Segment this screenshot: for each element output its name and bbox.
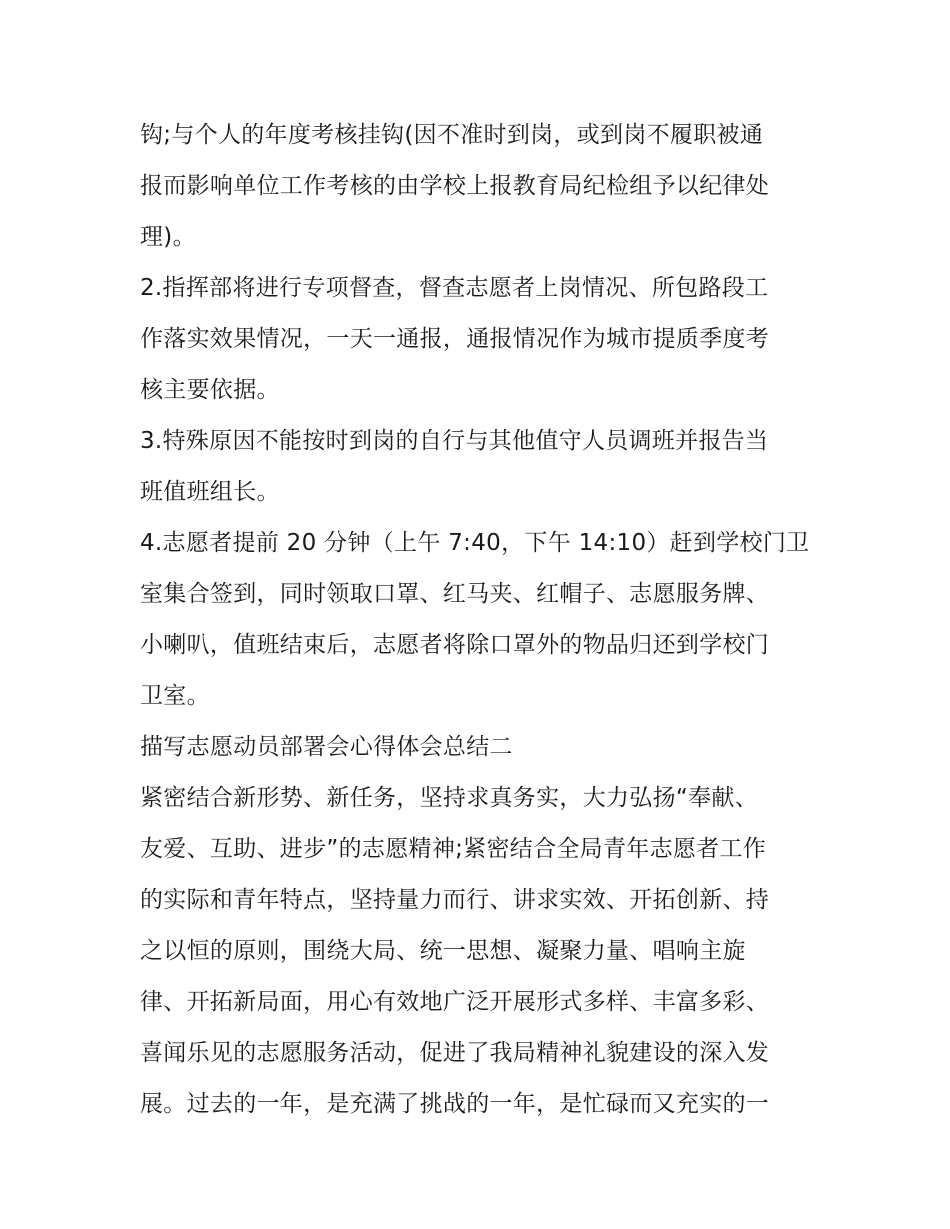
text-line: 展。过去的一年，是充满了挑战的一年，是忙碌而又充实的一 [140, 1091, 770, 1117]
text-line: 钩;与个人的年度考核挂钩(因不准时到岗，或到岗不履职被通 [140, 122, 764, 148]
text-line: 班值班组长。 [140, 479, 280, 505]
document-body [140, 110, 820, 1130]
text-line: 之以恒的原则，围绕大局、统一思想、凝聚力量、唱响主旋 [140, 938, 746, 964]
text-line: 的实际和青年特点，坚持量力而行、讲求实效、开拓创新、持 [140, 887, 770, 913]
text-line: 紧密结合新形势、新任务，坚持求真务实，大力弘扬“奉献、 [140, 785, 759, 811]
text-line: 核主要依据。 [140, 377, 280, 403]
text-line: 卫室。 [140, 683, 210, 709]
text-line: 友爱、互助、进步”的志愿精神;紧密结合全局青年志愿者工作 [140, 836, 767, 862]
list-item-line: 2.指挥部将进行专项督查，督查志愿者上岗情况、所包路段工 [140, 275, 769, 301]
text-line: 律、开拓新局面，用心有效地广泛开展形式多样、丰富多彩、 [140, 989, 770, 1015]
text-line: 室集合签到，同时领取口罩、红马夹、红帽子、志愿服务牌、 [140, 581, 770, 607]
text-line: 报而影响单位工作考核的由学校上报教育局纪检组予以纪律处 [140, 173, 770, 199]
text-line: 作落实效果情况，一天一通报，通报情况作为城市提质季度考 [140, 326, 770, 352]
text-line: 小喇叭，值班结束后，志愿者将除口罩外的物品归还到学校门 [140, 632, 770, 658]
text-line: 理)。 [140, 224, 196, 250]
text-line: 喜闻乐见的志愿服务活动，促进了我局精神礼貌建设的深入发 [140, 1040, 770, 1066]
list-item-line: 4.志愿者提前 20 分钟（上午 7:40，下午 14:10）赶到学校门卫 [140, 530, 810, 556]
list-item-line: 3.特殊原因不能按时到岗的自行与其他值守人员调班并报告当 [140, 428, 769, 454]
section-heading: 描写志愿动员部署会心得体会总结二 [140, 734, 513, 760]
